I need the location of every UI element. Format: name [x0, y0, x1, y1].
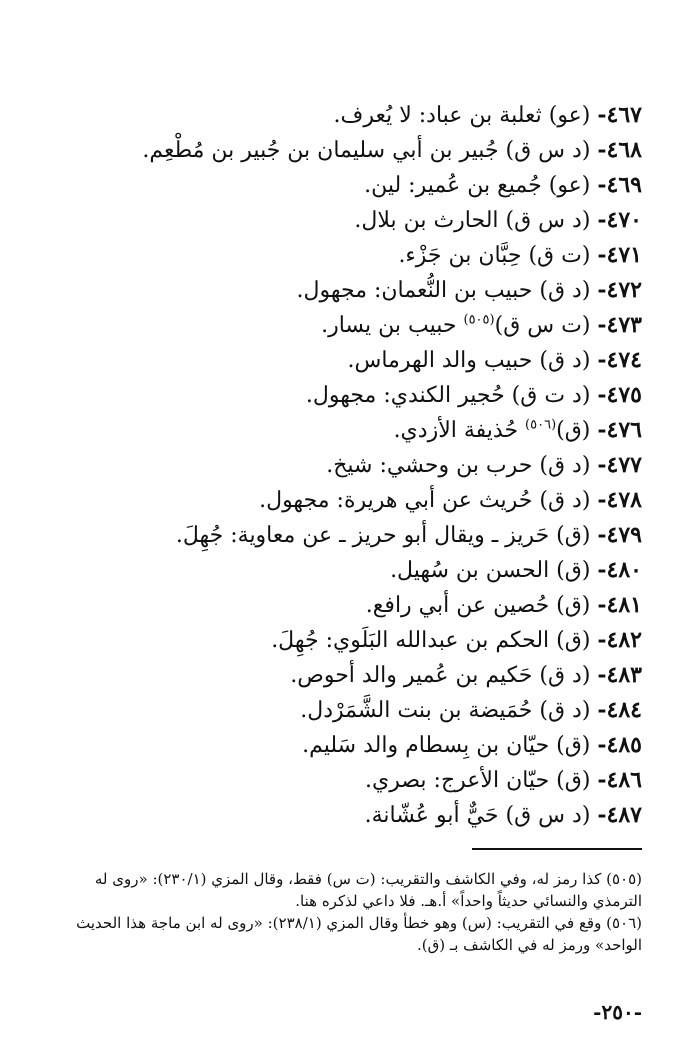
entry-number: ٤٦٨- — [597, 137, 642, 163]
entries-list — [62, 98, 642, 833]
entry-text: (د ق) حُريث عن أبي هريرة: مجهول. — [259, 488, 591, 513]
entry — [62, 133, 642, 168]
entry-number: ٤٧٠- — [597, 207, 642, 233]
entry-number: ٤٦٧- — [597, 102, 642, 128]
entry — [62, 203, 642, 238]
entry-number: ٤٨٥- — [597, 732, 642, 758]
entry-text: (ق) حيّان الأعرج: بصري. — [365, 768, 591, 793]
entry — [62, 728, 642, 763]
entry — [62, 588, 642, 623]
entry-text: (د ق) حبيب بن النُّعمان: مجهول. — [296, 278, 591, 303]
footnote-ref-506[interactable]: (٥٠٦) — [525, 417, 557, 433]
entry-text: حُذيفة الأزدي. — [393, 418, 519, 443]
entry — [62, 168, 642, 203]
entry-text: حبيب بن يسار. — [321, 313, 457, 338]
entry — [62, 413, 642, 448]
entry-number: ٤٨١- — [597, 592, 642, 618]
entry-text: (عو) ثعلبة بن عباد: لا يُعرف. — [333, 103, 591, 128]
entry — [62, 238, 642, 273]
entry-text: (عو) جُميع بن عُمير: لين. — [364, 173, 591, 198]
entry — [62, 763, 642, 798]
entry-number: ٤٨٠- — [597, 557, 642, 583]
entry — [62, 658, 642, 693]
entry-sigla: (ق) — [556, 418, 591, 443]
entry-number: ٤٨٤- — [597, 697, 642, 723]
entry — [62, 623, 642, 658]
footnotes — [52, 868, 642, 956]
entry — [62, 693, 642, 728]
entry — [62, 553, 642, 588]
entry-number: ٤٧٨- — [597, 487, 642, 513]
footnote-506: (٥٠٦) وقع في التقريب: (س) وهو خطأ وقال المزي (٢٣٨/١): «روى له ابن ماجة هذا الحديث الواحد» ورمز له في الكاشف بـ (ق). — [76, 914, 642, 954]
entry-number: ٤٨٣- — [597, 662, 642, 688]
entry-text: (ق) الحسن بن سُهيل. — [390, 558, 591, 583]
entry — [62, 98, 642, 133]
entry-text: (د س ق) حَيٌّ أبو عُشّانة. — [364, 803, 591, 828]
entry-number: ٤٦٩- — [597, 172, 642, 198]
entry-number: ٤٧٦- — [597, 417, 642, 443]
entry — [62, 798, 642, 833]
entry-text: (ت ق) حِبَّان بن جَزْء. — [398, 243, 591, 268]
entry — [62, 483, 642, 518]
entry-text: (د ت ق) حُجير الكندي: مجهول. — [305, 383, 591, 408]
entry-number: ٤٧٣- — [597, 312, 642, 338]
entry — [62, 378, 642, 413]
entry-number: ٤٨٧- — [597, 802, 642, 828]
page-number: -٢٥٠- — [593, 1000, 642, 1024]
entry-text: (د س ق) الحارث بن بلال. — [354, 208, 591, 233]
entry-text: (د ق) حرب بن وحشي: شيخ. — [326, 453, 591, 478]
footnote-divider — [472, 848, 642, 850]
entry — [62, 343, 642, 378]
entry-text: (د ق) حُمَيضة بن بنت الشَّمَرْدل. — [300, 698, 591, 723]
entry — [62, 273, 642, 308]
footnote-ref-505[interactable]: (٥٠٥) — [463, 312, 495, 328]
entry-number: ٤٧٩- — [597, 522, 642, 548]
footnote-505: (٥٠٥) كذا رمز له، وفي الكاشف والتقريب: (ت س) فقط، وقال المزي (٢٣٠/١): «روى له الترمذي والنسائي حديثاً واحداً» أ.هـ. فلا داعي لذكره هنا. — [94, 870, 642, 910]
entry-number: ٤٧١- — [597, 242, 642, 268]
entry-number: ٤٨٦- — [597, 767, 642, 793]
entry — [62, 518, 642, 553]
entry-number: ٤٧٤- — [597, 347, 642, 373]
entry-sigla: (ت س ق) — [494, 313, 591, 338]
entry-number: ٤٧٢- — [597, 277, 642, 303]
entry — [62, 448, 642, 483]
entry-number: ٤٧٥- — [597, 382, 642, 408]
entry-text: (د س ق) جُبير بن أبي سليمان بن جُبير بن مُطْعِم. — [142, 138, 591, 163]
entry-number: ٤٨٢- — [597, 627, 642, 653]
entry-number: ٤٧٧- — [597, 452, 642, 478]
entry-text: (د ق) حبيب والد الهرماس. — [347, 348, 591, 373]
entry — [62, 308, 642, 343]
entry-text: (د ق) حَكيم بن عُمير والد أحوص. — [290, 663, 591, 688]
entry-text: (ق) الحكم بن عبدالله البَلَوي: جُهِلَ. — [271, 628, 591, 653]
entry-text: (ق) حيّان بن بِسطام والد سَليم. — [302, 733, 591, 758]
entry-text: (ق) حَريز ـ ويقال أبو حريز ـ عن معاوية: جُهِلَ. — [175, 523, 591, 548]
entry-text: (ق) حُصين عن أبي رافع. — [365, 593, 591, 618]
